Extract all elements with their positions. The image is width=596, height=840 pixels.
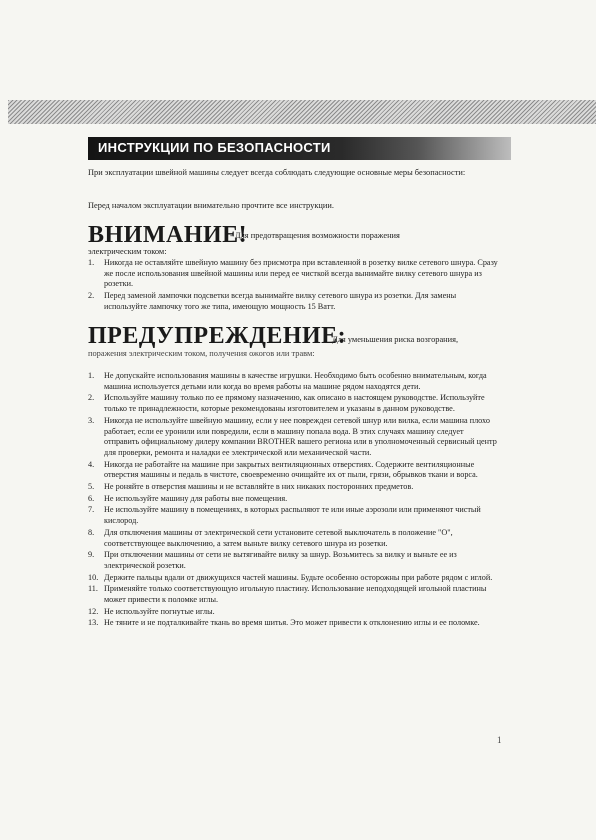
list-item (88, 494, 498, 505)
list-item (88, 393, 498, 414)
item-text: Не используйте машину для работы вне помещения. (104, 493, 288, 503)
item-text: Никогда не используйте швейную машину, если у нее поврежден сетевой шнур или вилка, если машина плохо работает, если ее уронили или повредили, если в машину попала вода. В этих случаях машину следует отправить официальному дилеру компании BROTHER вашего региона или в уполномоченный сервисный центр для проверки, ремонта и наладки ее электрической или механической части. (104, 415, 497, 457)
item-text: Не используйте погнутые иглы. (104, 606, 215, 616)
intro-instruction: Перед началом эксплуатации внимательно прочтите все инструкции. (88, 201, 334, 210)
item-text: При отключении машины от сети не вытягивайте вилку за шнур. Возьмитесь за вилку и выньте ее из электрической розетки. (104, 550, 457, 570)
item-number: 13. (88, 618, 99, 628)
intro-paragraph: При эксплуатации швейной машины следует всегда соблюдать следующие основные меры безопасности: (88, 168, 466, 177)
item-number: 5. (88, 482, 95, 492)
list-item (88, 550, 498, 571)
item-number: 11. (88, 584, 98, 594)
item-text: Не используйте машину в помещениях, в которых распыляют те или иные аэрозоли или применяют чистый кислород. (104, 505, 481, 526)
item-text: Перед заменой лампочки подсветки всегда вынимайте вилку сетевого шнура из розетки. Для замены используйте лампочку того же типа, имеющую мощность 15 Ватт. (104, 291, 457, 311)
list-item (88, 371, 498, 392)
list-item (88, 505, 498, 526)
list-item (88, 416, 498, 459)
item-number: 9. (88, 550, 95, 560)
item-number: 1. (88, 371, 95, 380)
item-text: Используйте машину только по ее прямому назначению, как описано в настоящем руководстве. Используйте только те принадлежности, которые рекомендованы изготовителем и указаны в данном руководстве. (104, 393, 485, 414)
list-item (88, 258, 498, 290)
section-title: ИНСТРУКЦИИ ПО БЕЗОПАСНОСТИ (98, 140, 331, 155)
decorative-hatched-band (8, 100, 596, 124)
list-item (88, 460, 498, 481)
item-number: 7. (88, 505, 95, 515)
section-header-bar (88, 137, 511, 160)
item-number: 2. (88, 291, 95, 301)
item-text: Не роняйте в отверстия машины и не вставляйте в них никаких посторонних предметов. (104, 482, 414, 492)
warning-heading: ВНИМАНИЕ! (88, 222, 248, 248)
item-text: Никогда не оставляйте швейную машину без присмотра при вставленной в розетку вилке сетевого шнура. Сразу же после использования швейной машины или перед ее чисткой всегда вынимайте вилку сетевого шнура из розетки. (104, 258, 498, 289)
caution-heading: ПРЕДУПРЕЖДЕНИЕ: (88, 323, 347, 349)
list-item (88, 528, 498, 549)
item-text: Держите пальцы вдали от движущихся частей машины. Будьте особенно осторожны при работе рядом с иглой. (104, 572, 493, 582)
warning-lead-continued: электрическим током: (88, 247, 167, 256)
list-item (88, 584, 498, 605)
list-item (88, 573, 498, 584)
item-text: Никогда не работайте на машине при закрытых вентиляционных отверстиях. Содержите вентиляционные отверстия машины и педаль в чистоте, своевременно очищайте их от пыли, грязи, обрывков ткани и ворса. (104, 459, 478, 480)
list-item (88, 607, 498, 618)
item-number: 2. (88, 393, 95, 403)
item-text: Применяйте только соответствующую игольную пластину. Использование неподходящей игольной пластины может привести к поломке иглы. (104, 584, 487, 605)
item-number: 10. (88, 572, 99, 582)
list-item (88, 482, 498, 493)
caution-lead: Для уменьшения риска возгорания, (332, 335, 459, 344)
item-number: 3. (88, 415, 95, 425)
caution-lead-continued: поражения электрическим током, получения ожогов или травм: (88, 349, 315, 358)
item-text: Не допускайте использования машины в качестве игрушки. Необходимо быть особенно внимательным, когда машина используется детьми или когда во время работы на машине рядом находятся дети. (104, 371, 487, 391)
list-item (88, 618, 498, 629)
item-number: 8. (88, 527, 95, 537)
item-number: 6. (88, 493, 95, 503)
warning-list (88, 258, 498, 314)
item-text: Для отключения машины от электрической сети установите сетевой выключатель в положение "O", соответствующее выключению, а затем выньте вилку сетевого шнура из розетки. (104, 527, 453, 548)
item-number: 12. (88, 606, 99, 616)
list-item (88, 291, 498, 312)
warning-lead: - Для предотвращения возможности поражения (230, 231, 400, 240)
item-number: 4. (88, 459, 95, 469)
item-text: Не тяните и не подталкивайте ткань во время шитья. Это может привести к отклонению иглы и ее поломке. (104, 618, 480, 628)
caution-list (88, 371, 498, 630)
page-number: 1 (497, 735, 502, 745)
item-number: 1. (88, 258, 95, 267)
